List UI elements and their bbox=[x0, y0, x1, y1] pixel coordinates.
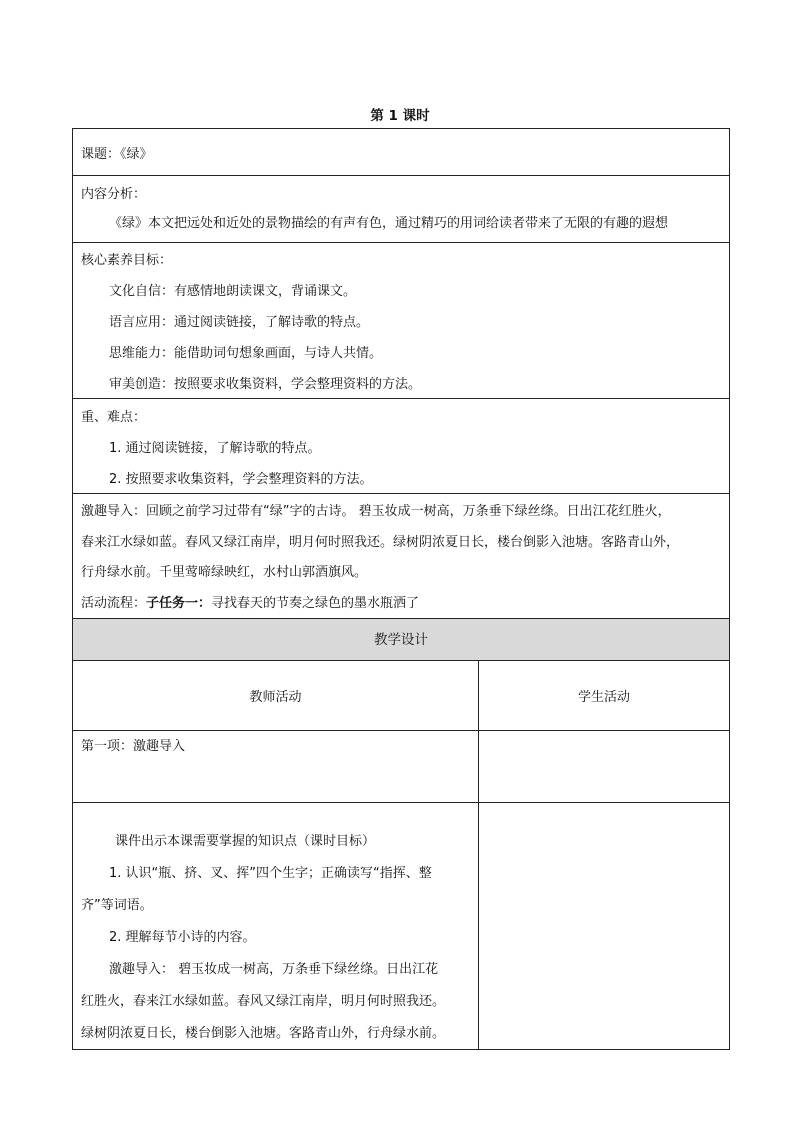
goals-label: 核心素养目标： bbox=[81, 253, 173, 268]
activity-flow bbox=[81, 589, 721, 620]
content-analysis-label: 内容分析： bbox=[81, 187, 147, 202]
flow-text: 寻找春天的节奏之绿色的墨水瓶洒了 bbox=[211, 595, 420, 611]
main-line: 1. 认识“瓶、挤、叉、挥”四个生字；正确读写“指挥、整 bbox=[109, 866, 432, 881]
part1-title: 第一项：激趣导入 bbox=[81, 739, 186, 754]
goal-item: 语言应用：通过阅读链接，了解诗歌的特点。 bbox=[109, 315, 370, 330]
key-point-item: 2. 按照要求收集资料，学会整理资料的方法。 bbox=[109, 472, 373, 487]
page-title: 第 1 课时 bbox=[370, 108, 430, 124]
flow-task-label: 子任务一： bbox=[146, 595, 212, 611]
topic-text: 课题：《绿》 bbox=[81, 146, 153, 162]
student-activity-cell bbox=[479, 803, 729, 1049]
topic-row bbox=[73, 129, 729, 176]
intro-line: 春来江水绿如蓝。春风又绿江南岸，明月何时照我还。绿树阴浓夏日长，楼台倒影入池塘。客路青山外， bbox=[81, 534, 680, 550]
teacher-activity-cell bbox=[73, 803, 479, 1049]
key-point-item: 1. 通过阅读链接，了解诗歌的特点。 bbox=[109, 441, 321, 456]
intro-line: 激趣导入：回顾之前学习过带有“绿”字的古诗。 碧玉妆成一树高，万条垂下绿丝绦。日出江花红胜火， bbox=[81, 504, 671, 519]
content-analysis-row bbox=[73, 176, 729, 243]
content-analysis-text: 《绿》本文把远处和近处的景物描绘的有声有色，通过精巧的用词给读者带来了无限的有趣的遐想 bbox=[109, 216, 669, 231]
part1-row bbox=[73, 731, 729, 803]
student-cell bbox=[479, 731, 729, 802]
key-points-label: 重、难点： bbox=[81, 410, 147, 425]
flow-label: 活动流程： bbox=[81, 595, 147, 611]
intro-line: 行舟绿水前。千里莺啼绿映红，水村山郭酒旗风。 bbox=[81, 565, 368, 580]
goal-item: 思维能力：能借助词句想象画面，与诗人共情。 bbox=[109, 346, 383, 361]
teacher-activity-header: 教师活动 bbox=[249, 690, 302, 705]
lesson-plan-table bbox=[72, 128, 730, 1050]
main-line: 绿树阴浓夏日长，楼台倒影入池塘。客路青山外，行舟绿水前。 bbox=[81, 1026, 446, 1041]
goal-item: 审美创造：按照要求收集资料，学会整理资料的方法。 bbox=[109, 377, 422, 392]
intro-row bbox=[73, 494, 729, 619]
main-line: 齐”等词语。 bbox=[81, 898, 153, 913]
main-line: 红胜火，春来江水绿如蓝。春风又绿江南岸，明月何时照我还。 bbox=[81, 994, 446, 1009]
goals-row bbox=[73, 243, 729, 399]
design-header: 教学设计 bbox=[73, 619, 729, 661]
main-line: 课件出示本课需要掌握的知识点（课时目标） bbox=[115, 834, 376, 849]
main-activity-row bbox=[73, 803, 729, 1049]
key-points-row bbox=[73, 399, 729, 494]
main-line: 激趣导入： 碧玉妆成一树高，万条垂下绿丝绦。日出江花 bbox=[109, 962, 439, 977]
goal-item: 文化自信：有感情地朗读课文，背诵课文。 bbox=[109, 284, 357, 299]
main-line: 2. 理解每节小诗的内容。 bbox=[109, 930, 256, 945]
column-header-row bbox=[73, 661, 729, 731]
student-activity-header: 学生活动 bbox=[577, 690, 630, 705]
